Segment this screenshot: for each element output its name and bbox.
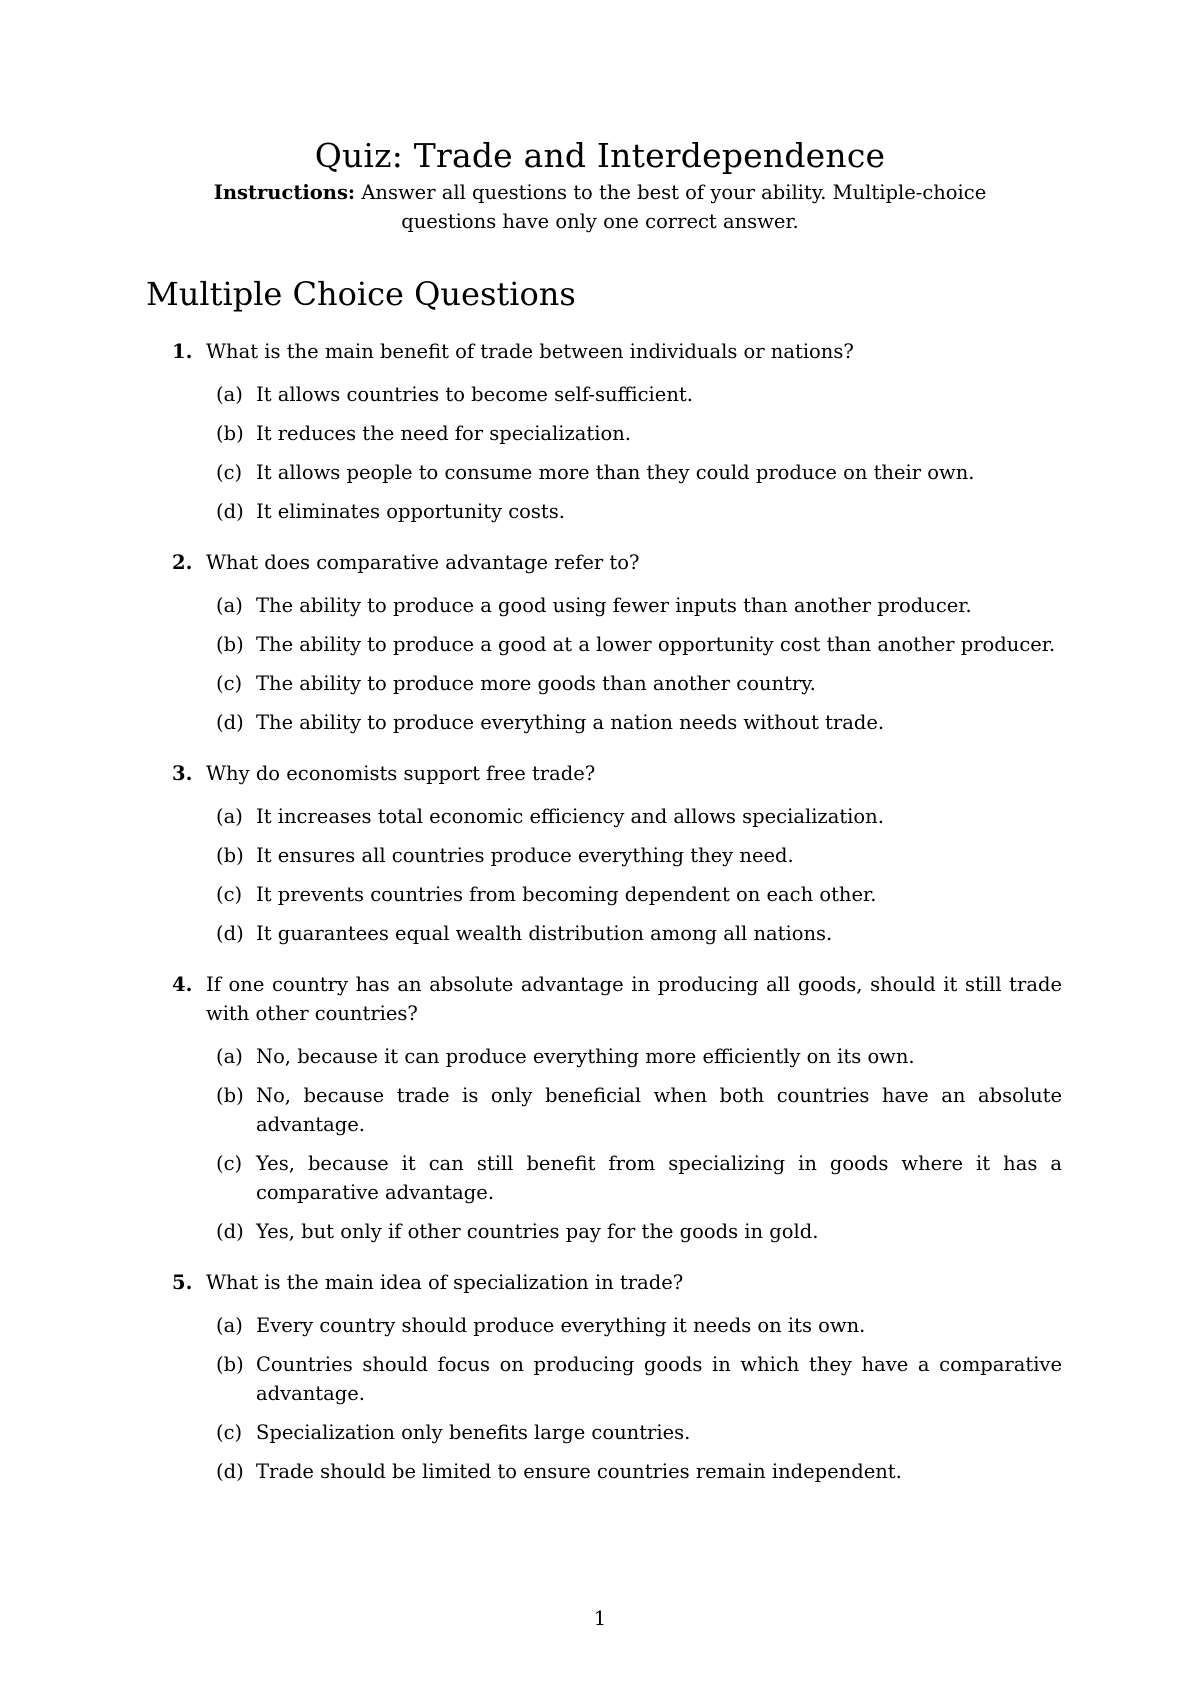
option-text: The ability to produce more goods than another country. bbox=[256, 672, 816, 695]
option-label: (a) bbox=[216, 594, 243, 617]
option-3a bbox=[216, 802, 1062, 831]
instructions-lead: Instructions: bbox=[213, 181, 356, 204]
question-text: What is the main idea of specialization in trade? bbox=[206, 1271, 684, 1294]
option-text: It ensures all countries produce everything they need. bbox=[256, 844, 794, 867]
quiz-title: Quiz: Trade and Interdependence bbox=[314, 136, 886, 175]
option-label: (c) bbox=[216, 1421, 243, 1444]
option-list bbox=[216, 1042, 1062, 1246]
question-text: Why do economists support free trade? bbox=[206, 762, 596, 785]
option-5c bbox=[216, 1418, 1062, 1447]
option-label: (d) bbox=[216, 922, 244, 945]
option-label: (a) bbox=[216, 805, 243, 828]
option-4b bbox=[216, 1081, 1062, 1139]
question-number: 2. bbox=[172, 551, 193, 574]
option-2c bbox=[216, 669, 1062, 698]
question-1 bbox=[172, 337, 1062, 526]
option-text: Yes, but only if other countries pay for the goods in gold. bbox=[256, 1220, 819, 1243]
option-1b bbox=[216, 419, 1062, 448]
option-2d bbox=[216, 708, 1062, 737]
option-text: It prevents countries from becoming dependent on each other. bbox=[256, 883, 877, 906]
option-1a bbox=[216, 380, 1062, 409]
option-text: Every country should produce everything it needs on its own. bbox=[256, 1314, 866, 1337]
question-text: What does comparative advantage refer to? bbox=[206, 551, 640, 574]
question-number: 1. bbox=[172, 340, 193, 363]
question-number: 5. bbox=[172, 1271, 193, 1294]
question-3 bbox=[172, 759, 1062, 948]
option-label: (d) bbox=[216, 1460, 244, 1483]
option-1c bbox=[216, 458, 1062, 487]
option-label: (c) bbox=[216, 461, 243, 484]
question-text: What is the main benefit of trade between individuals or nations? bbox=[206, 340, 854, 363]
option-label: (b) bbox=[216, 1084, 244, 1107]
option-text: It allows people to consume more than they could produce on their own. bbox=[256, 461, 975, 484]
option-text: No, because trade is only beneficial when both countries have an absolute advantage. bbox=[256, 1084, 1062, 1136]
option-text: Countries should focus on producing goods in which they have a comparative advantage. bbox=[256, 1353, 1062, 1405]
option-label: (b) bbox=[216, 844, 244, 867]
option-3b bbox=[216, 841, 1062, 870]
option-label: (d) bbox=[216, 500, 244, 523]
option-label: (d) bbox=[216, 1220, 244, 1243]
option-3d bbox=[216, 919, 1062, 948]
option-4d bbox=[216, 1217, 1062, 1246]
option-1d bbox=[216, 497, 1062, 526]
option-label: (b) bbox=[216, 1353, 244, 1376]
question-number: 4. bbox=[172, 973, 193, 996]
instructions bbox=[180, 178, 1020, 236]
option-label: (c) bbox=[216, 672, 243, 695]
question-text: If one country has an absolute advantage in producing all goods, should it still trade with other countries? bbox=[206, 973, 1062, 1025]
option-label: (c) bbox=[216, 1152, 243, 1175]
option-2b bbox=[216, 630, 1062, 659]
option-3c bbox=[216, 880, 1062, 909]
option-list bbox=[216, 802, 1062, 948]
option-label: (a) bbox=[216, 1314, 243, 1337]
question-4 bbox=[172, 970, 1062, 1246]
question-number: 3. bbox=[172, 762, 193, 785]
option-2a bbox=[216, 591, 1062, 620]
option-5d bbox=[216, 1457, 1062, 1486]
option-text: It reduces the need for specialization. bbox=[256, 422, 631, 445]
option-text: No, because it can produce everything more efficiently on its own. bbox=[256, 1045, 915, 1068]
option-5a bbox=[216, 1311, 1062, 1340]
option-label: (d) bbox=[216, 711, 244, 734]
option-label: (a) bbox=[216, 383, 243, 406]
page-number: 1 bbox=[593, 1607, 607, 1630]
question-5 bbox=[172, 1268, 1062, 1486]
option-text: It guarantees equal wealth distribution among all nations. bbox=[256, 922, 833, 945]
option-label: (b) bbox=[216, 422, 244, 445]
option-4c bbox=[216, 1149, 1062, 1207]
option-text: The ability to produce a good using fewer inputs than another producer. bbox=[256, 594, 972, 617]
option-text: It allows countries to become self-sufficient. bbox=[256, 383, 693, 406]
question-2 bbox=[172, 548, 1062, 737]
option-text: Trade should be limited to ensure countries remain independent. bbox=[256, 1460, 902, 1483]
option-list bbox=[216, 380, 1062, 526]
option-5b bbox=[216, 1350, 1062, 1408]
option-list bbox=[216, 1311, 1062, 1486]
option-text: Specialization only benefits large countries. bbox=[256, 1421, 691, 1444]
instructions-text: Answer all questions to the best of your ability. Multiple-choice questions have only one correct answer. bbox=[361, 181, 987, 233]
option-text: The ability to produce a good at a lower opportunity cost than another producer. bbox=[256, 633, 1056, 656]
option-text: It increases total economic efficiency and allows specialization. bbox=[256, 805, 884, 828]
option-text: Yes, because it can still benefit from specializing in goods where it has a comparative advantage. bbox=[256, 1152, 1062, 1204]
option-label: (a) bbox=[216, 1045, 243, 1068]
question-list bbox=[172, 337, 1062, 1508]
section-heading: Multiple Choice Questions bbox=[146, 275, 576, 313]
option-4a bbox=[216, 1042, 1062, 1071]
option-text: It eliminates opportunity costs. bbox=[256, 500, 565, 523]
option-text: The ability to produce everything a nation needs without trade. bbox=[256, 711, 885, 734]
option-list bbox=[216, 591, 1062, 737]
option-label: (b) bbox=[216, 633, 244, 656]
option-label: (c) bbox=[216, 883, 243, 906]
